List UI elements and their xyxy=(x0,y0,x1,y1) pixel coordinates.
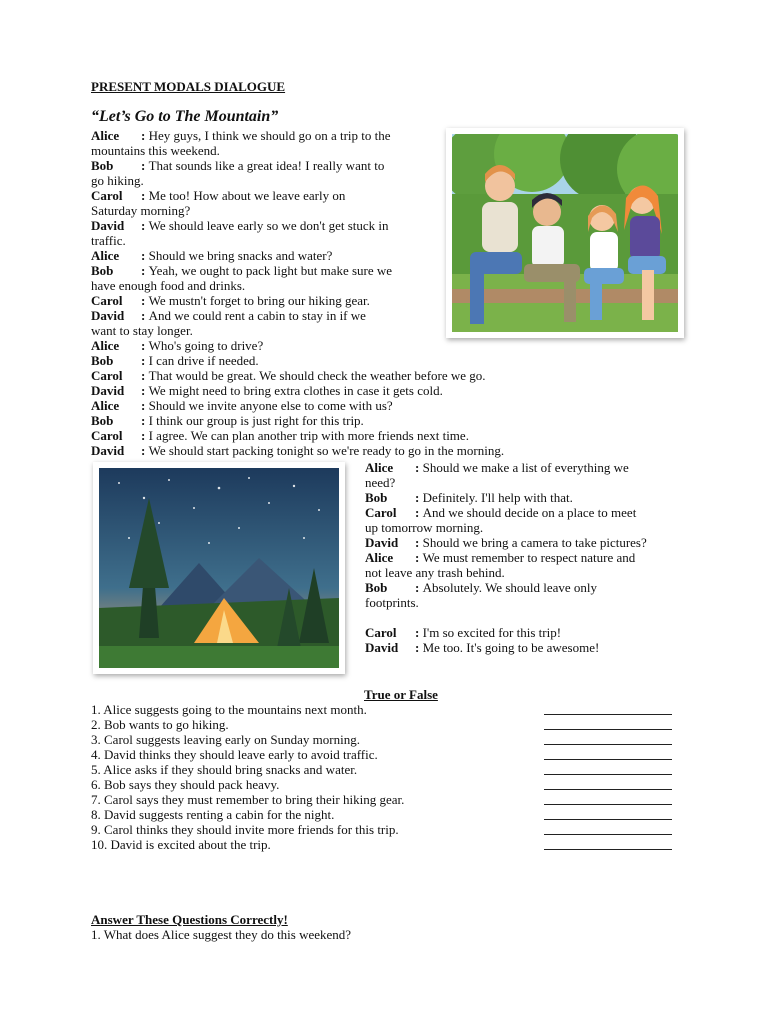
dialogue-line xyxy=(365,550,635,565)
dialogue-text: Yeah, we ought to pack light but make sure we xyxy=(148,263,393,278)
speaker-name: David xyxy=(365,535,399,550)
speaker-colon: : xyxy=(141,383,149,398)
speaker-name: Carol xyxy=(91,368,123,383)
dialogue-line xyxy=(365,625,561,640)
true-false-item: 3. Carol suggests leaving early on Sunday morning. xyxy=(91,732,360,747)
dialogue-text: I'm so excited for this trip! xyxy=(422,625,562,640)
dialogue-line xyxy=(91,383,443,398)
speaker-name: Carol xyxy=(91,293,123,308)
dialogue-line xyxy=(91,338,263,353)
true-false-item: 6. Bob says they should pack heavy. xyxy=(91,777,280,792)
speaker-colon: : xyxy=(415,490,423,505)
dialogue-continuation: have enough food and drinks. xyxy=(91,278,246,293)
speaker-colon: : xyxy=(415,460,423,475)
answer-blank[interactable] xyxy=(544,714,672,715)
dialogue-line xyxy=(91,443,504,458)
true-false-item: 10. David is excited about the trip. xyxy=(91,837,271,852)
question-item: 1. What does Alice suggest they do this weekend? xyxy=(91,927,352,942)
true-false-item: 5. Alice asks if they should bring snacks and water. xyxy=(91,762,358,777)
speaker-colon: : xyxy=(141,443,149,458)
speaker-name: Carol xyxy=(365,505,397,520)
dialogue-line xyxy=(91,128,391,143)
speaker-name: Alice xyxy=(365,460,394,475)
speaker-colon: : xyxy=(141,428,149,443)
dialogue-text: Me too. It's going to be awesome! xyxy=(422,640,600,655)
answer-blank[interactable] xyxy=(544,819,672,820)
speaker-colon: : xyxy=(141,338,149,353)
dialogue-text: Should we invite anyone else to come with us? xyxy=(148,398,393,413)
speaker-colon: : xyxy=(141,353,149,368)
true-false-item: 8. David suggests renting a cabin for the night. xyxy=(91,807,335,822)
speaker-name: Carol xyxy=(365,625,397,640)
tent-starry-sky-picture xyxy=(99,468,339,668)
speaker-colon: : xyxy=(141,158,149,173)
dialogue-text: I agree. We can plan another trip with more friends next time. xyxy=(148,428,469,443)
dialogue-text: Who's going to drive? xyxy=(148,338,264,353)
speaker-colon: : xyxy=(415,505,423,520)
true-false-item: 2. Bob wants to go hiking. xyxy=(91,717,229,732)
dialogue-line xyxy=(91,293,370,308)
speaker-name: Bob xyxy=(365,580,388,595)
true-false-item: 4. David thinks they should leave early to avoid traffic. xyxy=(91,747,378,762)
speaker-name: Bob xyxy=(91,263,114,278)
dialogue-title: “Let’s Go to The Mountain” xyxy=(91,108,279,125)
speaker-colon: : xyxy=(415,640,423,655)
speaker-name: Carol xyxy=(91,188,123,203)
speaker-name: Alice xyxy=(91,128,120,143)
dialogue-line xyxy=(91,248,332,263)
dialogue-continuation: mountains this weekend. xyxy=(91,143,220,158)
dialogue-line xyxy=(365,535,647,550)
speaker-colon: : xyxy=(141,293,149,308)
true-false-title: True or False xyxy=(364,687,438,702)
speaker-colon: : xyxy=(141,188,149,203)
dialogue-continuation: traffic. xyxy=(91,233,126,248)
dialogue-continuation: need? xyxy=(365,475,396,490)
dialogue-text: Should we bring snacks and water? xyxy=(148,248,333,263)
true-false-item: 1. Alice suggests going to the mountains next month. xyxy=(91,702,367,717)
dialogue-line xyxy=(365,460,629,475)
speaker-name: Carol xyxy=(91,428,123,443)
dialogue-continuation: want to stay longer. xyxy=(91,323,193,338)
dialogue-line xyxy=(91,308,366,323)
dialogue-line xyxy=(91,428,469,443)
speaker-name: David xyxy=(91,383,125,398)
dialogue-text: Hey guys, I think we should go on a trip to the xyxy=(148,128,391,143)
speaker-colon: : xyxy=(141,248,149,263)
speaker-name: Bob xyxy=(91,158,114,173)
speaker-colon: : xyxy=(141,128,149,143)
dialogue-line xyxy=(91,188,345,203)
answer-blank[interactable] xyxy=(544,804,672,805)
dialogue-line xyxy=(91,413,364,428)
dialogue-line xyxy=(365,505,636,520)
answer-blank[interactable] xyxy=(544,774,672,775)
speaker-name: Alice xyxy=(365,550,394,565)
dialogue-text: And we could rent a cabin to stay in if we xyxy=(148,308,366,323)
dialogue-continuation: Saturday morning? xyxy=(91,203,191,218)
dialogue-text: We might need to bring extra clothes in case it gets cold. xyxy=(148,383,443,398)
dialogue-line xyxy=(91,218,389,233)
dialogue-text: That sounds like a great idea! I really want to xyxy=(148,158,385,173)
speaker-colon: : xyxy=(141,368,149,383)
true-false-item: 7. Carol says they must remember to bring their hiking gear. xyxy=(91,792,405,807)
speaker-name: Bob xyxy=(91,353,114,368)
true-false-item: 9. Carol thinks they should invite more friends for this trip. xyxy=(91,822,399,837)
speaker-name: Bob xyxy=(365,490,388,505)
questions-title: Answer These Questions Correctly! xyxy=(91,912,288,927)
dialogue-continuation: footprints. xyxy=(365,595,419,610)
dialogue-line xyxy=(91,158,384,173)
answer-blank[interactable] xyxy=(544,834,672,835)
dialogue-text: We must remember to respect nature and xyxy=(422,550,636,565)
speaker-colon: : xyxy=(141,218,149,233)
speaker-name: Alice xyxy=(91,398,120,413)
dialogue-text: Definitely. I'll help with that. xyxy=(422,490,573,505)
dialogue-text: We should leave early so we don't get stuck in xyxy=(148,218,389,233)
speaker-colon: : xyxy=(141,263,149,278)
speaker-name: David xyxy=(365,640,399,655)
speaker-name: Alice xyxy=(91,338,120,353)
speaker-colon: : xyxy=(141,413,149,428)
dialogue-line xyxy=(91,368,486,383)
dialogue-line xyxy=(365,580,597,595)
speaker-name: David xyxy=(91,218,125,233)
dialogue-text: That would be great. We should check the weather before we go. xyxy=(148,368,486,383)
dialogue-continuation: not leave any trash behind. xyxy=(365,565,505,580)
dialogue-text: And we should decide on a place to meet xyxy=(422,505,637,520)
speaker-name: Alice xyxy=(91,248,120,263)
answer-blank[interactable] xyxy=(544,744,672,745)
speaker-colon: : xyxy=(415,535,423,550)
camping-illustration xyxy=(93,462,345,674)
answer-blank[interactable] xyxy=(544,759,672,760)
dialogue-line xyxy=(365,490,573,505)
dialogue-line xyxy=(91,263,392,278)
dialogue-text: Should we make a list of everything we xyxy=(422,460,629,475)
dialogue-continuation: go hiking. xyxy=(91,173,144,188)
dialogue-continuation: up tomorrow morning. xyxy=(365,520,484,535)
speaker-colon: : xyxy=(415,625,423,640)
speaker-colon: : xyxy=(415,580,423,595)
dialogue-text: We mustn't forget to bring our hiking gear. xyxy=(148,293,370,308)
dialogue-text: We should start packing tonight so we're ready to go in the morning. xyxy=(148,443,505,458)
speaker-colon: : xyxy=(141,398,149,413)
worksheet-heading: PRESENT MODALS DIALOGUE xyxy=(91,79,286,94)
dialogue-text: I can drive if needed. xyxy=(148,353,259,368)
dialogue-text: Absolutely. We should leave only xyxy=(422,580,598,595)
friends-illustration xyxy=(446,128,684,338)
dialogue-text: Should we bring a camera to take pictures? xyxy=(422,535,647,550)
answer-blank[interactable] xyxy=(544,849,672,850)
answer-blank[interactable] xyxy=(544,729,672,730)
speaker-name: David xyxy=(91,443,125,458)
speaker-colon: : xyxy=(141,308,149,323)
dialogue-line xyxy=(365,640,599,655)
dialogue-line xyxy=(91,353,259,368)
dialogue-line xyxy=(91,398,393,413)
speaker-colon: : xyxy=(415,550,423,565)
speaker-name: David xyxy=(91,308,125,323)
speaker-name: Bob xyxy=(91,413,114,428)
friends-picture xyxy=(452,134,678,332)
answer-blank[interactable] xyxy=(544,789,672,790)
dialogue-text: Me too! How about we leave early on xyxy=(148,188,346,203)
dialogue-text: I think our group is just right for this trip. xyxy=(148,413,364,428)
